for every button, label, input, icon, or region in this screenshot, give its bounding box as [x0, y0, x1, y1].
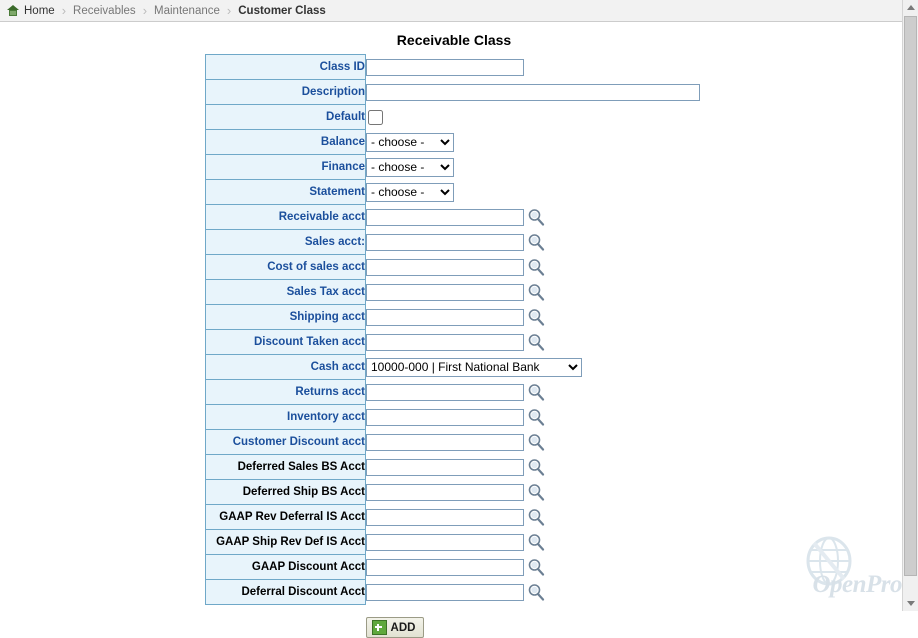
field-cell — [366, 130, 701, 155]
magnifier-icon[interactable] — [527, 433, 545, 451]
field-label-statement: Statement — [206, 180, 366, 205]
breadcrumb-item-maintenance[interactable]: Maintenance — [154, 4, 220, 17]
field-cell — [366, 405, 701, 430]
field-cell — [366, 580, 701, 605]
form-row — [206, 555, 701, 580]
input-discount-taken-acct[interactable] — [366, 334, 524, 351]
form-row — [206, 455, 701, 480]
scrollbar-thumb[interactable] — [904, 16, 917, 576]
breadcrumb-item-home[interactable] — [6, 5, 55, 17]
input-gaap-ship-rev-def-is-acct[interactable] — [366, 534, 524, 551]
select-finance[interactable] — [366, 158, 454, 177]
breadcrumb — [0, 0, 918, 22]
field-label-cash-acct: Cash acct — [206, 355, 366, 380]
field-label-default: Default — [206, 105, 366, 130]
input-class-id[interactable] — [366, 59, 524, 76]
form-row — [206, 255, 701, 280]
magnifier-icon[interactable] — [527, 408, 545, 426]
magnifier-icon[interactable] — [527, 283, 545, 301]
form-row — [206, 55, 701, 80]
form-row — [206, 105, 701, 130]
field-cell — [366, 280, 701, 305]
page-scrollbar[interactable] — [902, 0, 918, 611]
breadcrumb-separator: › — [61, 3, 67, 18]
field-label-sales-tax-acct: Sales Tax acct — [206, 280, 366, 305]
magnifier-icon[interactable] — [527, 533, 545, 551]
input-shipping-acct[interactable] — [366, 309, 524, 326]
checkbox-default[interactable] — [368, 110, 383, 125]
input-cost-of-sales-acct[interactable] — [366, 259, 524, 276]
field-label-gaap-rev-deferral-is-acct: GAAP Rev Deferral IS Acct — [206, 505, 366, 530]
input-returns-acct[interactable] — [366, 384, 524, 401]
form-row — [206, 280, 701, 305]
field-cell — [366, 205, 701, 230]
select-cash-acct[interactable] — [366, 358, 582, 377]
field-cell — [366, 55, 701, 80]
field-label-inventory-acct: Inventory acct — [206, 405, 366, 430]
field-cell — [366, 255, 701, 280]
field-label-balance: Balance — [206, 130, 366, 155]
select-balance[interactable] — [366, 133, 454, 152]
magnifier-icon[interactable] — [527, 458, 545, 476]
form-row — [206, 80, 701, 105]
form-row — [206, 330, 701, 355]
input-gaap-discount-acct[interactable] — [366, 559, 524, 576]
page-title: Receivable Class — [396, 32, 512, 48]
field-cell — [366, 305, 701, 330]
form-row — [206, 130, 701, 155]
field-cell — [366, 430, 701, 455]
field-label-shipping-acct: Shipping acct — [206, 305, 366, 330]
field-cell — [366, 480, 701, 505]
scroll-down-arrow-icon[interactable] — [903, 596, 918, 611]
field-cell — [366, 380, 701, 405]
field-label-discount-taken-acct: Discount Taken acct — [206, 330, 366, 355]
form-row — [206, 205, 701, 230]
form-row — [206, 405, 701, 430]
field-label-class-id: Class ID — [206, 55, 366, 80]
magnifier-icon[interactable] — [527, 308, 545, 326]
breadcrumb-separator: › — [142, 3, 148, 18]
field-label-returns-acct: Returns acct — [206, 380, 366, 405]
field-cell — [366, 530, 701, 555]
magnifier-icon[interactable] — [527, 258, 545, 276]
magnifier-icon[interactable] — [527, 233, 545, 251]
form-row — [206, 580, 701, 605]
input-deferred-sales-bs-acct[interactable] — [366, 459, 524, 476]
magnifier-icon[interactable] — [527, 208, 545, 226]
add-button-label: ADD — [390, 621, 416, 634]
select-statement[interactable] — [366, 183, 454, 202]
field-cell — [366, 180, 701, 205]
magnifier-icon[interactable] — [527, 508, 545, 526]
home-icon — [6, 5, 20, 17]
input-inventory-acct[interactable] — [366, 409, 524, 426]
magnifier-icon[interactable] — [527, 583, 545, 601]
form-row — [206, 180, 701, 205]
field-label-deferred-ship-bs-acct: Deferred Ship BS Acct — [206, 480, 366, 505]
input-sales-tax-acct[interactable] — [366, 284, 524, 301]
breadcrumb-item-customer-class: Customer Class — [238, 4, 326, 17]
input-sales-acct[interactable] — [366, 234, 524, 251]
field-cell — [366, 155, 701, 180]
field-cell — [366, 455, 701, 480]
field-label-gaap-ship-rev-def-is-acct: GAAP Ship Rev Def IS Acct — [206, 530, 366, 555]
form-row — [206, 380, 701, 405]
field-label-gaap-discount-acct: GAAP Discount Acct — [206, 555, 366, 580]
form-row — [206, 480, 701, 505]
form-actions — [205, 605, 585, 638]
input-receivable-acct[interactable] — [366, 209, 524, 226]
input-deferred-ship-bs-acct[interactable] — [366, 484, 524, 501]
watermark-text: OpenPro — [812, 571, 902, 598]
field-label-finance: Finance — [206, 155, 366, 180]
field-label-sales-acct: Sales acct: — [206, 230, 366, 255]
input-gaap-rev-deferral-is-acct[interactable] — [366, 509, 524, 526]
form-row — [206, 305, 701, 330]
field-cell — [366, 80, 701, 105]
field-cell — [366, 105, 701, 130]
form-row — [206, 530, 701, 555]
magnifier-icon[interactable] — [527, 483, 545, 501]
field-cell — [366, 505, 701, 530]
input-description[interactable] — [366, 84, 700, 101]
field-cell — [366, 555, 701, 580]
field-cell — [366, 330, 701, 355]
receivable-class-form — [205, 54, 701, 605]
breadcrumb-separator: › — [226, 3, 232, 18]
input-customer-discount-acct[interactable] — [366, 434, 524, 451]
magnifier-icon[interactable] — [527, 558, 545, 576]
form-row — [206, 230, 701, 255]
form-row — [206, 430, 701, 455]
scroll-up-arrow-icon[interactable] — [903, 0, 918, 15]
openpro-watermark — [752, 541, 902, 603]
field-label-deferral-discount-acct: Deferral Discount Acct — [206, 580, 366, 605]
add-button[interactable] — [366, 617, 425, 638]
breadcrumb-item-receivables[interactable]: Receivables — [73, 4, 136, 17]
field-label-customer-discount-acct: Customer Discount acct — [206, 430, 366, 455]
field-label-deferred-sales-bs-acct: Deferred Sales BS Acct — [206, 455, 366, 480]
page-content — [0, 22, 918, 634]
field-cell — [366, 355, 701, 380]
field-label-receivable-acct: Receivable acct — [206, 205, 366, 230]
form-row — [206, 505, 701, 530]
magnifier-icon[interactable] — [527, 383, 545, 401]
magnifier-icon[interactable] — [527, 333, 545, 351]
add-plus-icon — [372, 620, 387, 635]
breadcrumb-label-home: Home — [24, 4, 55, 17]
field-label-cost-of-sales-acct: Cost of sales acct — [206, 255, 366, 280]
form-row — [206, 355, 701, 380]
field-label-description: Description — [206, 80, 366, 105]
form-row — [206, 155, 701, 180]
input-deferral-discount-acct[interactable] — [366, 584, 524, 601]
field-cell — [366, 230, 701, 255]
